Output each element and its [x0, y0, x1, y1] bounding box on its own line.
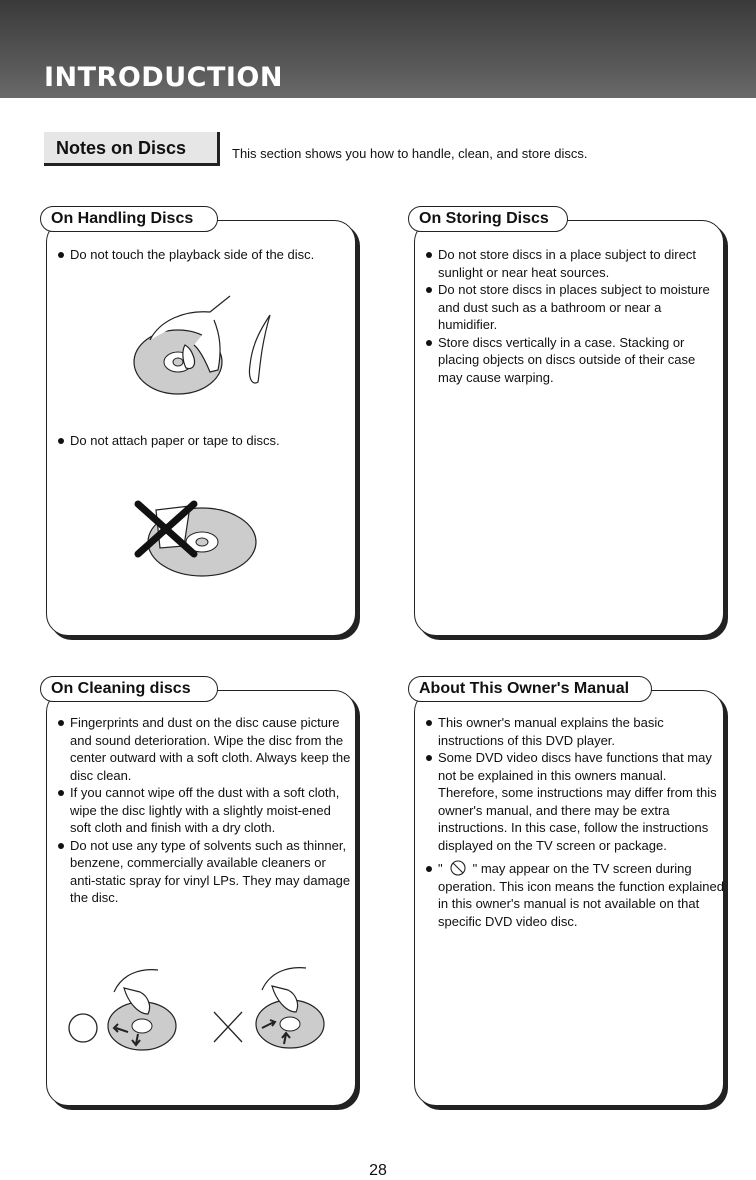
- list-item: Do not attach paper or tape to discs.: [56, 432, 346, 450]
- storing-list: [424, 246, 714, 386]
- manual-list: [424, 714, 724, 930]
- list-item: If you cannot wipe off the dust with a soft cloth, wipe the disc lightly with a slightly moist-ened soft cloth and finish with a dry cloth.: [56, 784, 354, 837]
- list-item: Do not store discs in places subject to moisture and dust such as a bathroom or near a humidifier.: [424, 281, 714, 334]
- list-item: Do not use any type of solvents such as thinner, benzene, commercially available cleaners or anti-static spray for vinyl LPs. They may damage the disc.: [56, 837, 354, 907]
- taped-disc-illustration: [130, 496, 260, 586]
- list-item: Do not store discs in a place subject to direct sunlight or near heat sources.: [424, 246, 714, 281]
- list-item: Store discs vertically in a case. Stacking or placing objects on discs outside of their case may cause warping.: [424, 334, 714, 387]
- header-bar: [0, 0, 756, 98]
- list-item: Fingerprints and dust on the disc cause picture and sound deterioration. Wipe the disc from the center outward with a soft cloth. Always keep the disc clean.: [56, 714, 354, 784]
- list-item: This owner's manual explains the basic instructions of this DVD player.: [424, 714, 724, 749]
- incorrect-cleaning-illustration: [210, 962, 326, 1052]
- storing-title: On Storing Discs: [408, 206, 568, 232]
- section-intro: This section shows you how to handle, clean, and store discs.: [232, 146, 588, 161]
- page-number: 28: [369, 1162, 387, 1179]
- list-item: Some DVD video discs have functions that may not be explained in this owners manual. Therefore, some instructions may differ from this owner's manual, and there may be extra instructions. In this case, follow the instructions displayed on the TV screen or package.: [424, 749, 724, 854]
- manual-title: About This Owner's Manual: [408, 676, 652, 702]
- cleaning-title: On Cleaning discs: [40, 676, 218, 702]
- handling-list-2: [56, 432, 346, 450]
- page-title: INTRODUCTION: [44, 62, 283, 93]
- correct-cleaning-illustration: [66, 962, 178, 1052]
- handling-title: On Handling Discs: [40, 206, 218, 232]
- handling-list-1: [56, 246, 346, 264]
- list-item: " " may appear on the TV screen during operation. This icon means the function explained in this owner's manual is not available on that specific DVD video disc.: [424, 860, 724, 930]
- finger-touching-disc-illustration: [130, 290, 280, 400]
- cleaning-list: [56, 714, 354, 907]
- list-item: Do not touch the playback side of the disc.: [56, 246, 346, 264]
- section-label: Notes on Discs: [56, 138, 187, 158]
- section-label-box: [44, 132, 220, 166]
- prohibited-icon: [443, 861, 473, 875]
